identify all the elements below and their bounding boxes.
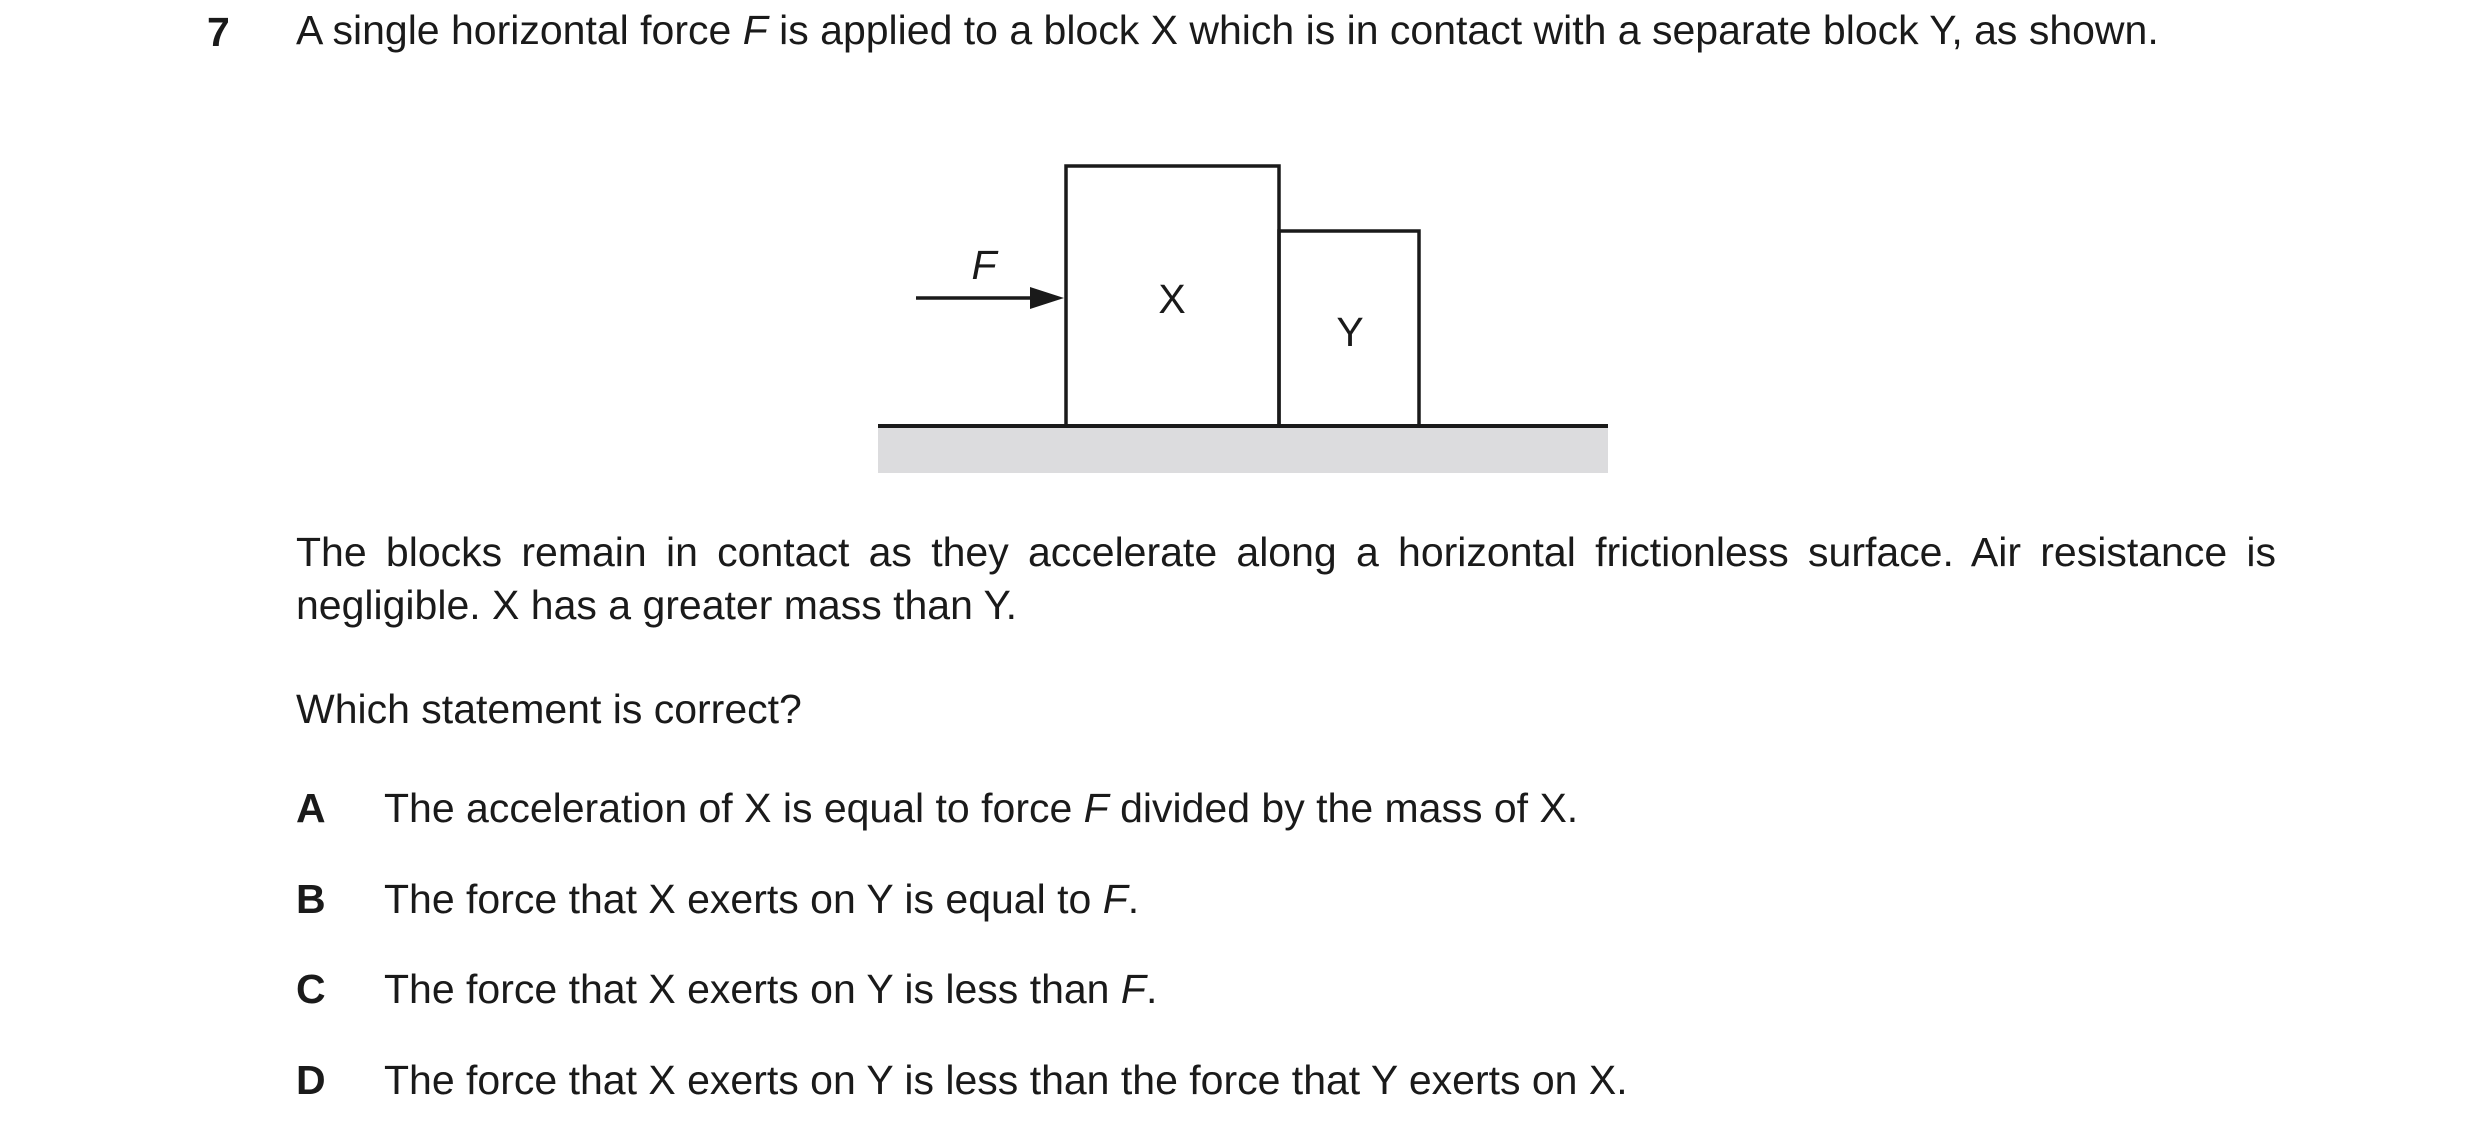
option-text-part2: . — [1127, 875, 1140, 922]
option-letter: B — [296, 875, 326, 922]
option-text-part1: The force that X exerts on Y is less than — [384, 966, 1121, 1012]
question-intro — [296, 4, 2276, 57]
option-text-part2: divided by the mass of X. — [1108, 785, 1579, 831]
option-text — [384, 782, 1578, 834]
question-number: 7 — [207, 9, 230, 55]
intro-text-part2: is applied to a block X which is in contact with a separate block Y, as shown. — [767, 7, 2159, 53]
intro-force-symbol: F — [742, 7, 768, 53]
option-letter: A — [296, 785, 326, 831]
block-force-diagram — [870, 150, 1630, 490]
option-letter: D — [296, 1056, 326, 1103]
option-force-symbol: F — [1102, 875, 1128, 922]
option-text — [384, 873, 1139, 925]
option-force-symbol: F — [1120, 966, 1146, 1012]
option-text-part1: The force that X exerts on Y is less than the force that Y exerts on X. — [384, 1056, 1628, 1103]
intro-text-part1: A single horizontal force — [296, 7, 743, 53]
force-label: F — [971, 242, 997, 288]
ground-shading — [878, 427, 1608, 473]
option-force-symbol: F — [1083, 785, 1109, 831]
option-text — [384, 1054, 1628, 1106]
option-text-part1: The acceleration of X is equal to force — [384, 785, 1084, 831]
option-text — [384, 963, 1157, 1015]
option-letter: C — [296, 966, 326, 1012]
force-arrow-head — [1030, 287, 1064, 309]
question-body: The blocks remain in contact as they accelerate along a horizontal frictionless surface. Air resistance is negligible. X has a greater mass than Y. — [296, 529, 2276, 628]
option-text-part2: . — [1145, 966, 1158, 1012]
option-text-part1: The force that X exerts on Y is equal to — [384, 875, 1103, 922]
block-y-label: Y — [1336, 309, 1364, 355]
block-x-label: X — [1158, 276, 1186, 322]
question-prompt: Which statement is correct? — [296, 686, 802, 732]
